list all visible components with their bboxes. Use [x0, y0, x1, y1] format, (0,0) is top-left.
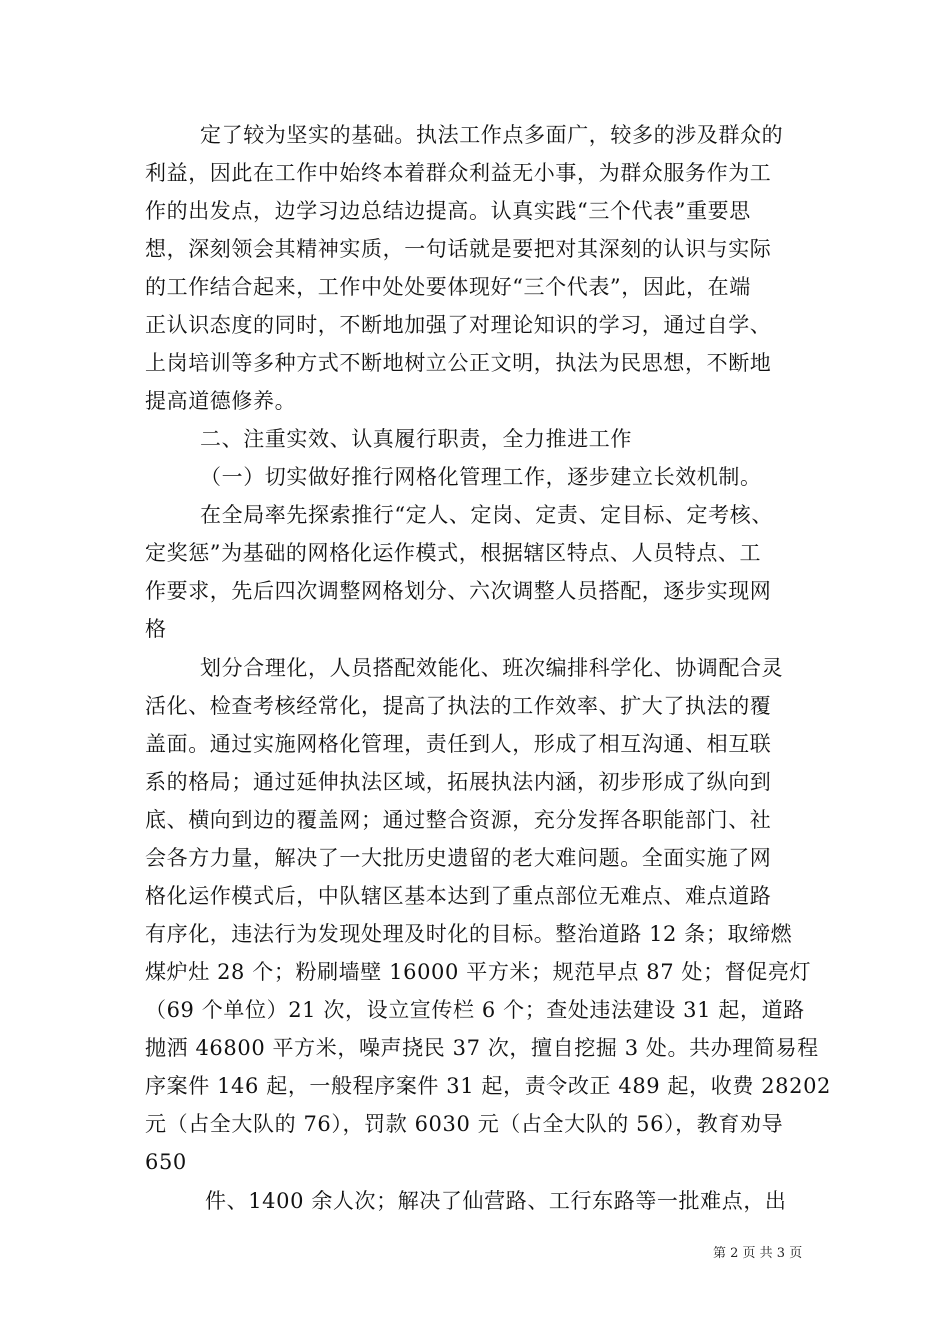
- page-number: 第 2 页 共 3 页: [713, 1246, 803, 1261]
- text-line: 定奖惩”为基础的网格化运作模式，根据辖区特点、人员特点、工: [145, 541, 762, 565]
- text-line: 在全局率先探索推行“定人、定岗、定责、定目标、定考核、: [200, 503, 773, 527]
- text-line: 有序化，违法行为发现处理及时化的目标。整治道路 12 条；取缔燃: [145, 922, 793, 946]
- text-line: 煤炉灶 28 个；粉刷墙壁 16000 平方米；规范早点 87 处；督促亮灯: [145, 960, 812, 984]
- text-line: 元（占全大队的 76），罚款 6030 元（占全大队的 56），教育劝导: [145, 1112, 784, 1136]
- text-line: 格化运作模式后，中队辖区基本达到了重点部位无难点、难点道路: [145, 884, 772, 908]
- text-line: 正认识态度的同时，不断地加强了对理论知识的学习，通过自学、: [145, 313, 772, 337]
- section-heading: 二、注重实效、认真履行职责，全力推进工作: [200, 427, 632, 451]
- text-line: 系的格局；通过延伸执法区域，拓展执法内涵，初步形成了纵向到: [145, 770, 772, 794]
- text-line: 盖面。通过实施网格化管理，责任到人，形成了相互沟通、相互联: [145, 732, 772, 756]
- text-line: （69 个单位）21 次，设立宣传栏 6 个；查处违法建设 31 起，道路: [145, 998, 805, 1022]
- text-line: 底、横向到边的覆盖网；通过整合资源，充分发挥各职能部门、社: [145, 808, 772, 832]
- text-line: 作的出发点，边学习边总结边提高。认真实践“三个代表”重要思: [145, 199, 751, 223]
- text-line: 上岗培训等多种方式不断地树立公正文明，执法为民思想，不断地: [145, 351, 772, 375]
- subsection-heading: （一）切实做好推行网格化管理工作，逐步建立长效机制。: [200, 465, 762, 489]
- text-line: 序案件 146 起，一般程序案件 31 起，责令改正 489 起，收费 28202: [145, 1074, 832, 1098]
- text-line: 划分合理化，人员搭配效能化、班次编排科学化、协调配合灵: [200, 656, 784, 680]
- text-line: 提高道德修养。: [145, 389, 297, 413]
- text-line: 定了较为坚实的基础。执法工作点多面广，较多的涉及群众的: [200, 123, 784, 147]
- text-line: 格: [145, 617, 167, 641]
- text-line: 想，深刻领会其精神实质，一句话就是要把对其深刻的认识与实际: [145, 237, 772, 261]
- text-line: 作要求，先后四次调整网格划分、六次调整人员搭配，逐步实现网: [145, 579, 772, 603]
- text-line: 利益，因此在工作中始终本着群众利益无小事，为群众服务作为工: [145, 161, 772, 185]
- text-line: 件、1400 余人次；解决了仙营路、工行东路等一批难点，出: [205, 1189, 787, 1213]
- text-line: 抛洒 46800 平方米，噪声挠民 37 次，擅自挖掘 3 处。共办理简易程: [145, 1036, 819, 1060]
- text-line: 650: [145, 1150, 187, 1174]
- text-line: 会各方力量，解决了一大批历史遗留的老大难问题。全面实施了网: [145, 846, 772, 870]
- text-line: 活化、检查考核经常化，提高了执法的工作效率、扩大了执法的覆: [145, 694, 772, 718]
- text-line: 的工作结合起来，工作中处处要体现好“三个代表”，因此，在端: [145, 275, 751, 299]
